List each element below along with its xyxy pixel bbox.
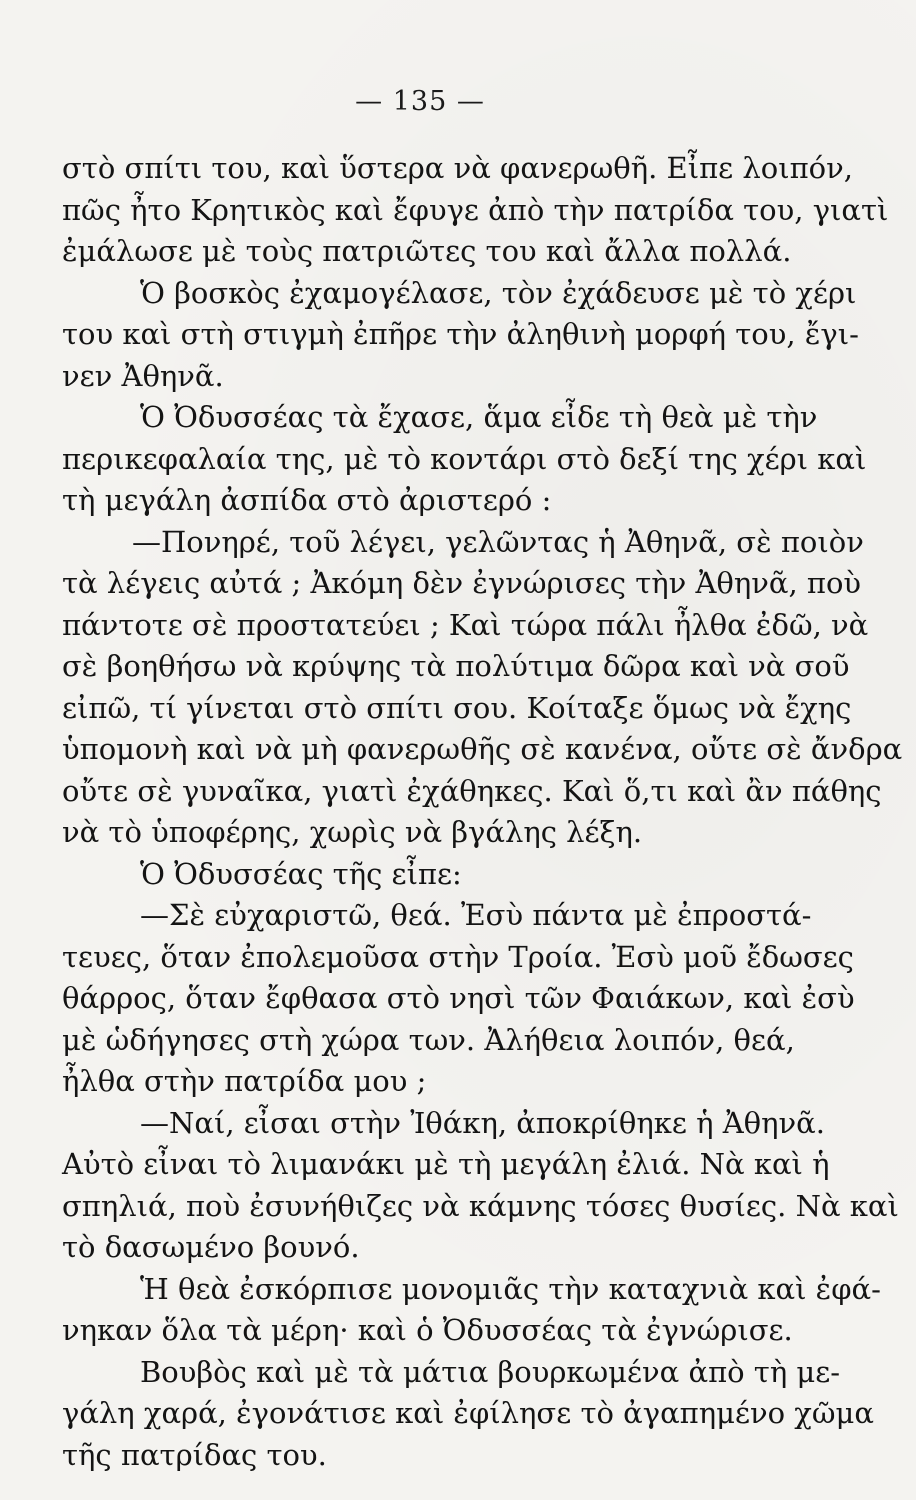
text-line: —Πονηρέ, τοῦ λέγει, γελῶντας ἡ Ἀθηνᾶ, σὲ ποιὸν — [132, 524, 864, 559]
text-line: οὔτε σὲ γυναῖκα, γιατὶ ἐχάθηκες. Καὶ ὅ,τι καὶ ἂν πάθης — [62, 773, 882, 808]
text-line: τὰ λέγεις αὐτά ; Ἀκόμη δὲν ἐγνώρισες τὴν Ἀθηνᾶ, ποὺ — [62, 566, 862, 600]
text-line: σὲ βοηθήσω νὰ κρύψης τὰ πολύτιμα δῶρα καὶ νὰ σοῦ — [62, 649, 850, 683]
text-line: εἰπῶ, τί γίνεται στὸ σπίτι σου. Κοίταξε ὅμως νὰ ἔχης — [62, 690, 852, 725]
text-line: θάρρος, ὅταν ἔφθασα στὸ νησὶ τῶν Φαιάκων, καὶ ἐσὺ — [62, 981, 855, 1015]
text-line: τὸ δασωμένο βουνό. — [62, 1230, 360, 1264]
text-line: τῆς πατρίδας του. — [62, 1437, 327, 1472]
text-line: του καὶ στὴ στιγμὴ ἐπῆρε τὴν ἀληθινὴ μορφή του, ἔγι- — [62, 317, 859, 351]
text-line: νὰ τὸ ὑποφέρης, χωρὶς νὰ βγάλης λέξη. — [62, 815, 643, 849]
text-line: γάλη χαρά, ἐγονάτισε καὶ ἐφίλησε τὸ ἀγαπημένο χῶμα — [62, 1396, 874, 1430]
text-line: στὸ σπίτι του, καὶ ὕστερα νὰ φανερωθῆ. Εἶπε λοιπόν, — [62, 151, 853, 185]
body-text — [62, 148, 903, 1476]
text-line: τευες, ὅταν ἐπολεμοῦσα στὴν Τροία. Ἐσὺ μοῦ ἔδωσες — [62, 939, 854, 974]
text-line: Ὁ Ὀδυσσέας τὰ ἔχασε, ἅμα εἶδε τὴ θεὰ μὲ τὴν — [140, 400, 818, 434]
text-line: Ὁ Ὀδυσσέας τῆς εἶπε: — [140, 856, 462, 891]
text-line: πάντοτε σὲ προστατεύει ; Καὶ τώρα πάλι ἦλθα ἐδῶ, νὰ — [62, 607, 869, 642]
text-line: τὴ μεγάλη ἀσπίδα στὸ ἀριστερό : — [62, 483, 552, 517]
text-line: Αὐτὸ εἶναι τὸ λιμανάκι μὲ τὴ μεγάλη ἐλιά. Νὰ καὶ ἡ — [62, 1147, 830, 1181]
text-line: περικεφαλαία της, μὲ τὸ κοντάρι στὸ δεξί της χέρι καὶ — [62, 441, 867, 476]
text-line: Ὁ βοσκὸς ἐχαμογέλασε, τὸν ἐχάδευσε μὲ τὸ χέρι — [140, 275, 857, 310]
text-line: σπηλιά, ποὺ ἐσυνήθιζες νὰ κάμνης τόσες θυσίες. Νὰ καὶ — [62, 1188, 899, 1223]
text-line: μὲ ὡδήγησες στὴ χώρα των. Ἀλήθεια λοιπόν, θεά, — [62, 1022, 795, 1057]
text-line: ἦλθα στὴν πατρίδα μου ; — [62, 1064, 427, 1098]
text-line: —Ναί, εἶσαι στὴν Ἰθάκη, ἀποκρίθηκε ἡ Ἀθηνᾶ. — [140, 1105, 825, 1140]
text-line: Ἡ θεὰ ἐσκόρπισε μονομιᾶς τὴν καταχνιὰ καὶ ἐφά- — [140, 1271, 881, 1306]
text-line: ὑπομονὴ καὶ νὰ μὴ φανερωθῆς σὲ κανένα, οὔτε σὲ ἄνδρα — [62, 732, 903, 766]
text-line: νεν Ἀθηνᾶ. — [62, 358, 224, 393]
text-line: πῶς ἦτο Κρητικὸς καὶ ἔφυγε ἀπὸ τὴν πατρίδα του, γιατὶ — [62, 192, 889, 227]
page-number: — 135 — — [355, 86, 485, 117]
text-line: Βουβὸς καὶ μὲ τὰ μάτια βουρκωμένα ἀπὸ τὴ με- — [140, 1354, 841, 1389]
text-line: νηκαν ὅλα τὰ μέρη· καὶ ὁ Ὀδυσσέας τὰ ἐγνώρισε. — [62, 1313, 793, 1347]
text-line: ἐμάλωσε μὲ τοὺς πατριῶτες του καὶ ἄλλα πολλά. — [62, 234, 792, 268]
text-line: —Σὲ εὐχαριστῶ, θεά. Ἐσὺ πάντα μὲ ἐπροστά- — [140, 898, 812, 932]
